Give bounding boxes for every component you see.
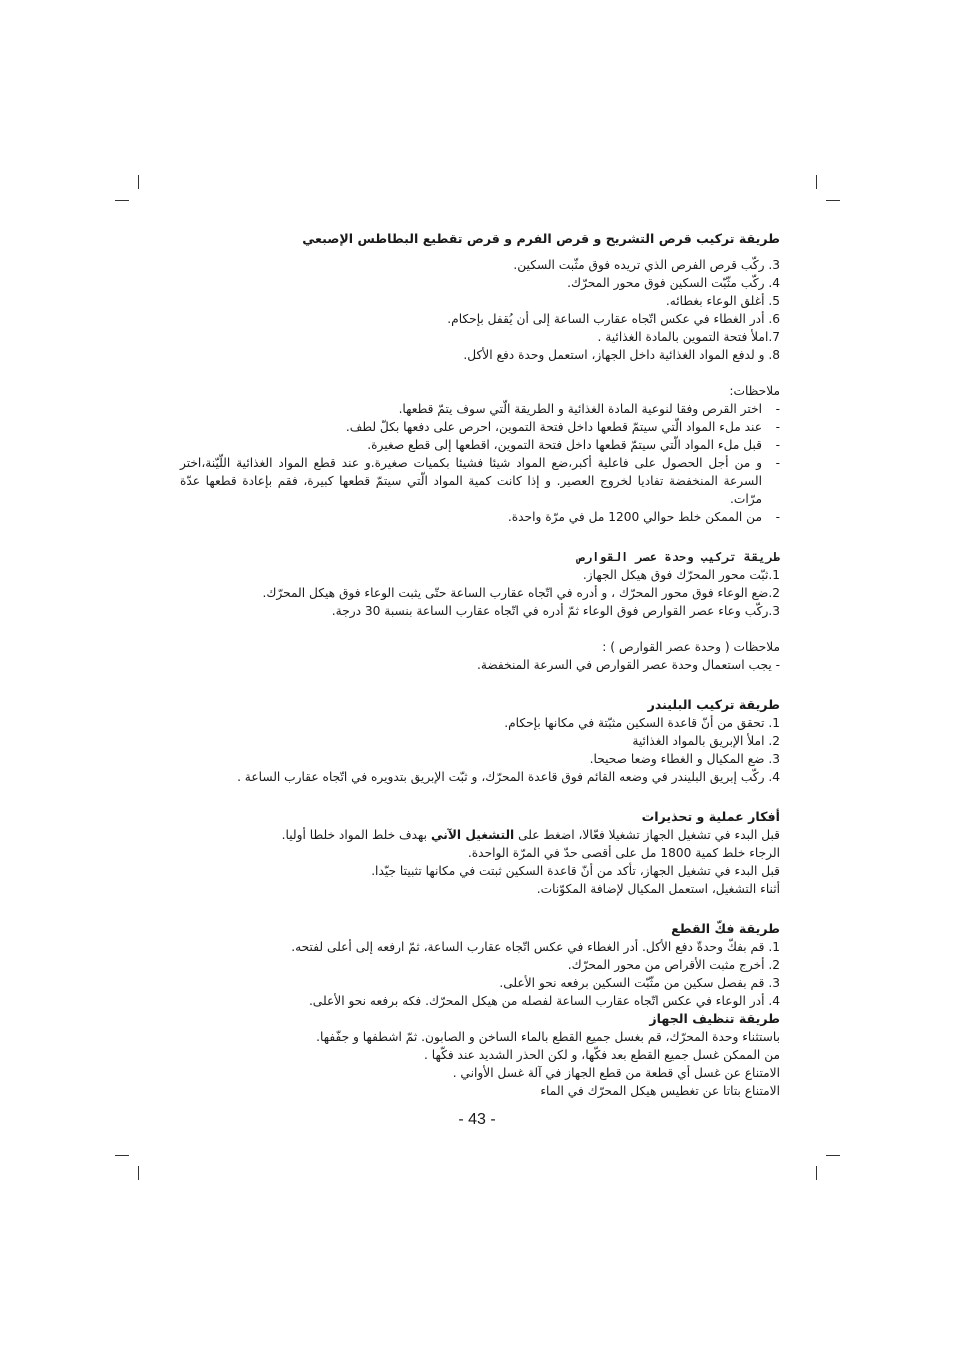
note-item: - و من أجل الحصول على فاعلية أكبر،ضع المواد شيئا فشيئا بكميات صغيرة.و عند قطع المواد الغذائية اللّيّنة،اختر السرعة المنخفضة تفاديا لخروج العصير. و إذا كانت كمية المواد الّتي سيتمّ قطعها كبيرة، فقم بإعادة قطعها عدّة مرّات. [180, 454, 780, 508]
note-item: - اختر القرص وفقا لنوعية المادة الغذائية و الطريقة الّتي سوف يتمّ قطعها. [180, 400, 780, 418]
crop-mark [115, 1155, 129, 1156]
tip-text: قبل البدء في تشغيل الجهاز تشغيلا فعّالا، اضغط على [514, 828, 780, 842]
section-title: طريقة تركيب وحدة عصر القوارص [577, 550, 780, 564]
step-item: 6. أدر الغطاء في عكس اتّجاه عقارب الساعة إلى أن يُقفل بإحكام. [447, 312, 780, 326]
step-item: 5. أغلق الوعاء بغطائه. [665, 294, 780, 308]
cleaning-line: الامتناع عن غسل أي قطعة من قطع الجهاز في آلة غسل الأواني . [452, 1066, 780, 1080]
tip-text: بهدف خلط المواد خلطا أوليا. [281, 828, 431, 842]
step-item: 2. املأ الإبريق بالمواد الغذائية [632, 734, 780, 748]
page-number: - 43 - [458, 1111, 496, 1128]
note-item: - عند ملء المواد الّتي سيتمّ قطعها داخل فتحة التموين، احرص على دفعها بكلّ لطف. [180, 418, 780, 436]
step-item: 4. ركّب إبريق البليندر في وضعه القائم فوق قاعدة المحرّك، و ثبّت الإبريق بتدويره في اتّجاه عقارب الساعة . [237, 770, 780, 784]
crop-mark [826, 200, 840, 201]
step-item: 7.املأ فتحة التموين بالمادة الغذائية . [597, 330, 780, 344]
note-item: - يجب استعمال وحدة عصر القوارص في السرعة المنخفضة. [476, 658, 780, 672]
tip-line: قبل البدء في تشغيل الجهاز، تأكد من أنّ قاعدة السكين ثبتت في مكانها تثبيتا جيّدا. [371, 864, 780, 878]
crop-mark [826, 1155, 840, 1156]
tip-line: أثناء التشغيل، استعمل المكيال لإضافة المكوّنات. [536, 882, 780, 896]
step-item: 2.ضع الوعاء فوق محور المحرّك ، و أدره في اتّجاه عقارب الساعة حتّى يثبت الوعاء فوق هيكل المحرّك. [262, 586, 780, 600]
step-item: 1.ثبّت محور المحرّك فوق هيكل الجهاز. [582, 568, 780, 582]
note-item: - قبل ملء المواد الّتي سيتمّ قطعها داخل فتحة التموين، اقطعها إلى قطع صغيرة. [180, 436, 780, 454]
section-title: طريقة تركيب قرص التشريح و قرص الفرم و قرص تقطيع البطاطس الإصبعي [302, 231, 780, 246]
notes-title: ملاحظات: [729, 384, 780, 398]
cleaning-line: الامتناع بتاتا عن تغطيس هيكل المحرّك في الماء [540, 1084, 780, 1098]
step-item: 3.ركّب وعاء عصر القوارص فوق الوعاء ثمّ أدره في اتّجاه عقارب الساعة بنسبة 30 درجة. [331, 604, 780, 618]
step-item: 1. قم بفكّ وحدةّ دفع الأكل. أدر الغطاء في عكس اتّجاه عقارب الساعة، ثمّ ارفعه إلى أعلى لفتحه. [291, 940, 780, 954]
section-title: أفكار عملية و تحذيرات [641, 809, 780, 824]
crop-mark [816, 1166, 817, 1180]
note-item: - من الممكن خلط حوالي 1200 مل في مرّة واحدة. [180, 508, 780, 526]
step-item: 1. تحقق من أنّ قاعدة السكين مثبّتة في مكانها بإحكام. [504, 716, 780, 730]
instant-mode-label: التشغيل الآني [430, 828, 515, 842]
step-item: 8. و لدفع المواد الغذائية داخل الجهاز، استعمل وحدة دفع الأكل. [463, 348, 780, 362]
document-page [180, 230, 780, 1100]
cleaning-line: باستثناء وحدة المحرّك، قم بغسل جميع القطع بالماء الساخن و الصابون. ثمّ اشطفها و جفّفها. [316, 1030, 780, 1044]
tip-line: الرجاء خلط كمية 1800 مل على أقصى حدّ في المرّة الواحدة. [467, 846, 780, 860]
step-item: 3. قم بفصل سكين من مثّبّت السكين برفعه نحو الأعلى. [499, 976, 780, 990]
notes-title: ملاحظات ( وحدة عصر القوارص ) : [602, 640, 780, 654]
cleaning-line: من الممكن غسل جميع القطع بعد فكّها، و لكن الحذر الشديد عند فكّها . [424, 1048, 780, 1062]
step-item: 4. أدر الوعاء في عكس اتّجاه عقارب الساعة لفصله من هيكل المحرّك. فكه برفعه نحو الأعلى. [308, 994, 780, 1008]
crop-mark [138, 175, 139, 189]
step-item: 3. ركّب قرص الفرص الذي تريده فوق مثّبت السكين. [513, 258, 780, 272]
step-item: 4. ركّب مثّبّت السكين فوق محور المحرّك. [567, 276, 780, 290]
crop-mark [138, 1166, 139, 1180]
crop-mark [816, 175, 817, 189]
section-title: طريقة تنظيف الجهاز [649, 1011, 780, 1026]
step-item: 2. أخرج مثبت الأقراص من محور المحرّك. [567, 958, 780, 972]
section-title: طريقة تركيب البليندر [647, 697, 780, 712]
tip-line [180, 826, 780, 844]
section-title: طريقة فكّ القطع [671, 921, 780, 936]
step-item: 3. ضع المكيال و الغطاء وضعا صحيحا. [589, 752, 780, 766]
crop-mark [115, 200, 129, 201]
